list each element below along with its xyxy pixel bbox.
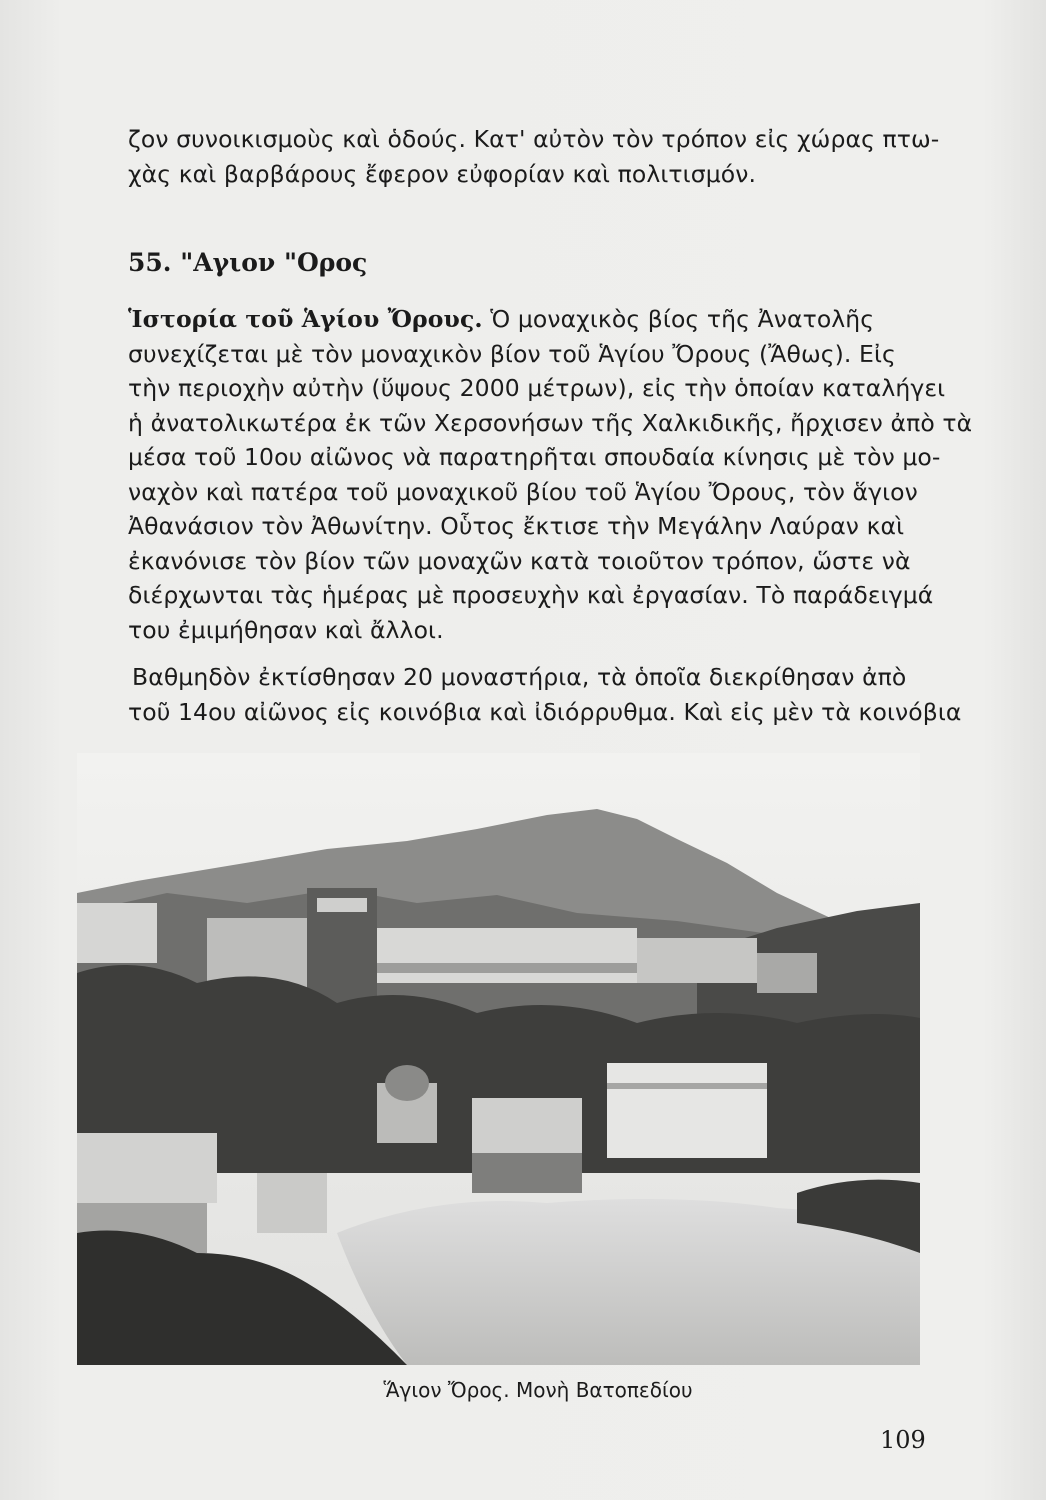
text-line: ἡ ἀνατολικωτέρα ἐκ τῶν Χερσονήσων τῆς Χαλκιδικῆς, ἤρχισεν ἀπὸ τὰ — [128, 408, 973, 437]
text-line: ἐκανόνισε τὸν βίον τῶν μοναχῶν κατὰ τοιοῦτον τρόπον, ὥστε νὰ — [128, 546, 911, 575]
text-line: Ἀθανάσιον τὸν Ἀθωνίτην. Οὗτος ἔκτισε τὴν Μεγάλην Λαύραν καὶ — [128, 512, 905, 540]
text-line — [128, 302, 924, 337]
text-line: διέρχωνται τὰς ἡμέρας μὲ προσευχὴν καὶ ἐργασίαν. Τὸ παράδειγμά — [128, 581, 934, 609]
text-line: ναχὸν καὶ πατέρα τοῦ μοναχικοῦ βίου τοῦ Ἁγίου Ὄρους, τὸν ἅγιον — [128, 477, 918, 506]
intro-paragraph — [128, 122, 940, 191]
text-line: τοῦ 14ου αἰῶνος εἰς κοινόβια καὶ ἰδιόρρυθμα. Καὶ εἰς μὲν τὰ κοινόβια — [128, 697, 962, 726]
subsection-title: Ἱστορία τοῦ Ἁγίου Ὄρους. — [128, 305, 483, 333]
figure-caption: Ἅγιον Ὄρος. Μονὴ Βατοπεδίου — [383, 1378, 693, 1402]
monastery-photograph — [77, 753, 920, 1365]
page-number: 109 — [880, 1426, 926, 1454]
text-line: Βαθμηδὸν ἐκτίσθησαν 20 μοναστήρια, τὰ ὁποῖα διεκρίθησαν ἀπὸ — [132, 663, 907, 691]
monasteries-paragraph — [128, 660, 962, 729]
text-line-rest: Ὁ μοναχικὸς βίος τῆς Ἀνατολῆς — [482, 305, 875, 333]
text-line: συνεχίζεται μὲ τὸν μοναχικὸν βίον τοῦ Ἁγίου Ὄρους (Ἄθως). Εἰς — [128, 339, 896, 368]
history-paragraph — [128, 302, 973, 647]
text-line: του ἐμιμήθησαν καὶ ἄλλοι. — [128, 615, 444, 644]
section-heading: 55. "Αγιον "Ορος — [128, 248, 368, 277]
text-line: μέσα τοῦ 10ου αἰῶνος νὰ παρατηρῆται σπουδαία κίνησις μὲ τὸν μο- — [128, 443, 941, 471]
text-line: τὴν περιοχὴν αὐτὴν (ὕψους 2000 μέτρων), εἰς τὴν ὁποίαν καταλήγει — [128, 374, 946, 402]
text-line: ζον συνοικισμοὺς καὶ ὁδούς. Κατ' αὐτὸν τὸν τρόπον εἰς χώρας πτω- — [128, 125, 940, 153]
text-line: χὰς καὶ βαρβάρους ἔφερον εὐφορίαν καὶ πολιτισμόν. — [128, 159, 757, 188]
